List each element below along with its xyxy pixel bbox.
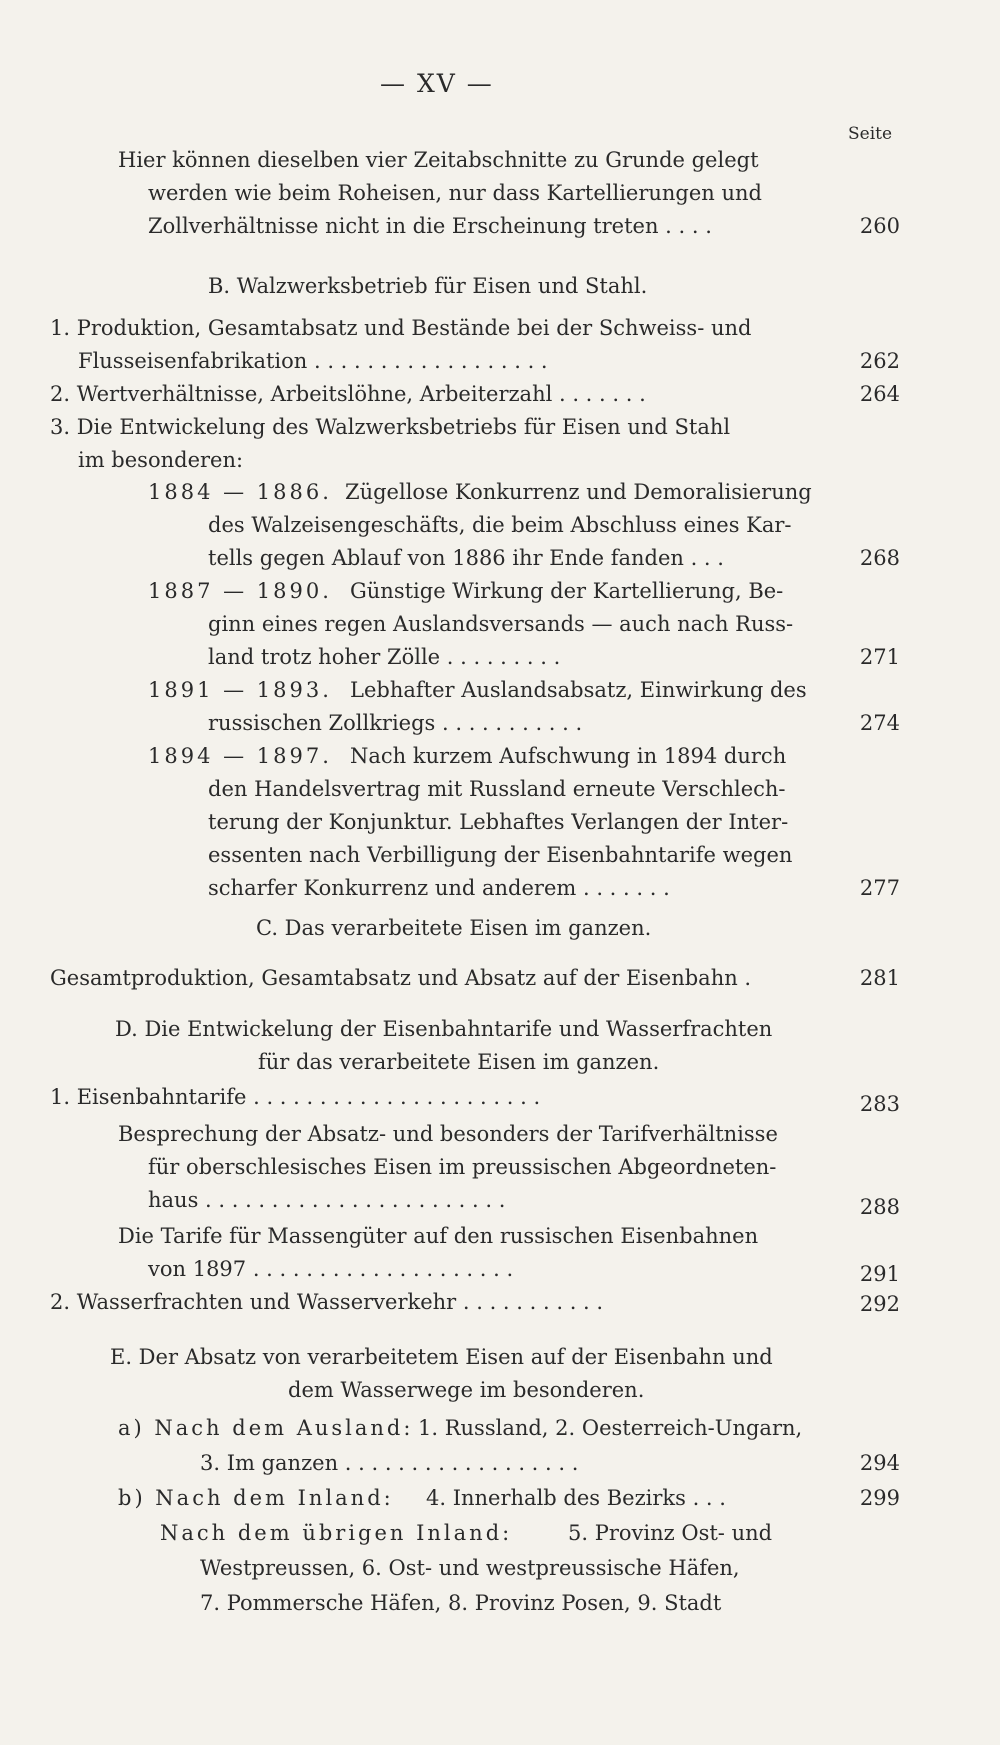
entry-line: Zügellose Konkurrenz und Demoralisierung	[345, 480, 812, 504]
page-number: 294	[859, 1451, 900, 1475]
entry-line: Günstige Wirkung der Kartellierung, Be-	[350, 579, 784, 603]
section-heading: für das verarbeitete Eisen im ganzen.	[258, 1050, 660, 1074]
entry-line: Besprechung der Absatz- und besonders der Tarifverhältnisse	[118, 1122, 778, 1146]
entry-line: 1. Produktion, Gesamtabsatz und Bestände bei der Schweiss- und	[50, 316, 752, 340]
entry-line: Hier können dieselben vier Zeitabschnitte zu Grunde gelegt	[118, 148, 759, 172]
section-heading: D. Die Entwickelung der Eisenbahntarife und Wasserfrachten	[115, 1017, 773, 1041]
entry-line: den Handelsvertrag mit Russland erneute Verschlech-	[208, 777, 786, 801]
entry-line: werden wie beim Roheisen, nur dass Kartellierungen und	[148, 181, 762, 205]
entry-label: a) Nach dem Ausland:	[118, 1416, 414, 1440]
entry-label: Nach dem übrigen Inland:	[160, 1521, 513, 1545]
entry-line: scharfer Konkurrenz und anderem . . . . . . .	[208, 876, 670, 900]
period-label: 1894 — 1897.	[148, 744, 332, 768]
entry-line: tells gegen Ablauf von 1886 ihr Ende fanden . . .	[208, 546, 724, 570]
section-heading: B. Walzwerksbetrieb für Eisen und Stahl.	[208, 274, 648, 298]
page-number: 260	[859, 214, 900, 238]
entry-line: Flusseisenfabrikation . . . . . . . . . . . . . . . . . .	[78, 349, 548, 373]
entry-line: ginn eines regen Auslandsversands — auch nach Russ-	[208, 612, 794, 636]
entry-line: 3. Im ganzen . . . . . . . . . . . . . . . . . .	[200, 1451, 579, 1475]
entry-line: im besonderen:	[78, 448, 244, 472]
entry-line: haus . . . . . . . . . . . . . . . . . . . . . . .	[148, 1188, 506, 1212]
page-column-label: Seite	[848, 124, 893, 144]
section-heading: C. Das verarbeitete Eisen im ganzen.	[256, 916, 652, 940]
page-number: 292	[859, 1292, 900, 1316]
period-label: 1887 — 1890.	[148, 579, 332, 603]
section-heading: E. Der Absatz von verarbeitetem Eisen auf der Eisenbahn und	[110, 1345, 773, 1369]
entry-line: Die Tarife für Massengüter auf den russischen Eisenbahnen	[118, 1224, 759, 1248]
page-number: 283	[859, 1092, 900, 1116]
entry-line: von 1897 . . . . . . . . . . . . . . . . . . . .	[148, 1257, 514, 1281]
page-number: 299	[859, 1486, 900, 1510]
entry-line: 7. Pommersche Häfen, 8. Provinz Posen, 9. Stadt	[200, 1591, 722, 1615]
page-number: 281	[859, 966, 900, 990]
entry-line: essenten nach Verbilligung der Eisenbahntarife wegen	[208, 843, 793, 867]
entry-line: 3. Die Entwickelung des Walzwerksbetriebs für Eisen und Stahl	[50, 415, 731, 439]
entry-line: Nach kurzem Aufschwung in 1894 durch	[350, 744, 787, 768]
entry-line: für oberschlesisches Eisen im preussischen Abgeordneten-	[148, 1155, 777, 1179]
entry-line: des Walzeisengeschäfts, die beim Abschluss eines Kar-	[208, 513, 792, 537]
page-folio: — XV —	[380, 69, 494, 98]
entry-line: 2. Wasserfrachten und Wasserverkehr . . . . . . . . . . .	[50, 1290, 604, 1314]
page-number: 262	[859, 349, 900, 373]
page-number: 264	[859, 382, 900, 406]
entry-line: Gesamtproduktion, Gesamtabsatz und Absatz auf der Eisenbahn .	[50, 966, 752, 990]
entry-line: terung der Konjunktur. Lebhaftes Verlangen der Inter-	[208, 810, 789, 834]
entry-line: 2. Wertverhältnisse, Arbeitslöhne, Arbeiterzahl . . . . . . .	[50, 382, 646, 406]
entry-line: Westpreussen, 6. Ost- und westpreussische Häfen,	[200, 1556, 740, 1580]
entry-label: b) Nach dem Inland:	[118, 1486, 394, 1510]
page-number: 274	[859, 711, 900, 735]
entry-line: 1. Russland, 2. Oesterreich-Ungarn,	[418, 1416, 803, 1440]
page-number: 271	[859, 645, 900, 669]
section-heading: dem Wasserwege im besonderen.	[288, 1378, 645, 1402]
entry-line: Lebhafter Auslandsabsatz, Einwirkung des	[350, 678, 807, 702]
entry-line: russischen Zollkriegs . . . . . . . . . . .	[208, 711, 583, 735]
page-number: 277	[859, 876, 900, 900]
entry-line: 1. Eisenbahntarife . . . . . . . . . . . . . . . . . . . . . .	[50, 1085, 541, 1109]
page-number: 268	[859, 546, 900, 570]
entry-line: Zollverhältnisse nicht in die Erscheinung treten . . . .	[148, 214, 712, 238]
period-label: 1884 — 1886.	[148, 480, 332, 504]
entry-line: 4. Innerhalb des Bezirks . . .	[426, 1486, 726, 1510]
period-label: 1891 — 1893.	[148, 678, 332, 702]
page-number: 291	[859, 1262, 900, 1286]
entry-line: 5. Provinz Ost- und	[568, 1521, 773, 1545]
entry-line: land trotz hoher Zölle . . . . . . . . .	[208, 645, 561, 669]
page-number: 288	[859, 1195, 900, 1219]
